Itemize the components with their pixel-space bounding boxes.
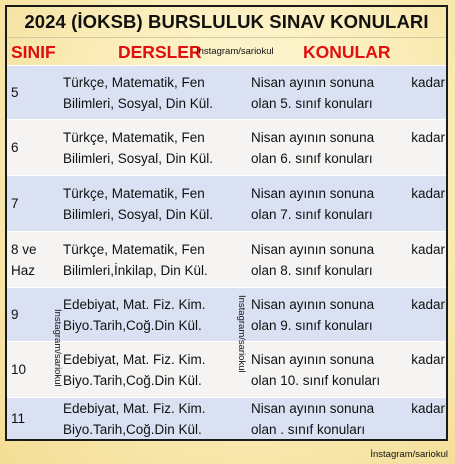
cell-sinif: 10 bbox=[11, 362, 27, 377]
header-dersler: DERSLER bbox=[118, 42, 202, 62]
cell-sinif: 8 ve Haz bbox=[11, 241, 37, 278]
cell-konular: Nisan ayının sonuna kadar olan 5. sınıf konuları bbox=[251, 74, 445, 111]
cell-dersler: Türkçe, Matematik, Fen Bilimleri, Sosyal, Din Kül. bbox=[63, 185, 214, 222]
table-row bbox=[7, 397, 446, 439]
cell-sinif: 11 bbox=[11, 411, 26, 426]
instagram-watermark-vertical-left: Instagram/sariokul bbox=[52, 309, 63, 387]
header-konular: KONULAR bbox=[303, 42, 391, 62]
cell-konular: Nisan ayının sonuna kadar olan 9. sınıf konuları bbox=[251, 296, 445, 333]
cell-dersler: Edebiyat, Mat. Fiz. Kim. Biyo.Tarih,Coğ.Din Kül. bbox=[63, 400, 206, 437]
table-row bbox=[7, 287, 446, 341]
cell-dersler: Türkçe, Matematik, Fen Bilimleri, Sosyal, Din Kül. bbox=[63, 129, 214, 166]
cell-dersler: Edebiyat, Mat. Fiz. Kim. Biyo.Tarih,Coğ.Din Kül. bbox=[63, 296, 206, 333]
instagram-watermark-bottom: İnstagram/sariokul bbox=[370, 449, 448, 460]
instagram-watermark-vertical-middle: Instagram/sariokul bbox=[236, 295, 247, 373]
syllabus-table bbox=[5, 5, 448, 441]
cell-dersler: Edebiyat, Mat. Fiz. Kim. Biyo.Tarih,Coğ.Din Kül. bbox=[63, 351, 206, 388]
table-row bbox=[7, 231, 446, 287]
cell-konular: Nisan ayının sonuna kadar olan . sınıf konuları bbox=[251, 400, 445, 437]
cell-konular: Nisan ayının sonuna kadar olan 6. sınıf konuları bbox=[251, 129, 445, 166]
cell-sinif: 5 bbox=[11, 85, 19, 100]
cell-sinif: 7 bbox=[11, 196, 19, 211]
cell-sinif: 9 bbox=[11, 307, 19, 322]
page-title: 2024 (İOKSB) BURSLULUK SINAV KONULARI bbox=[24, 11, 429, 32]
cell-dersler: Türkçe, Matematik, Fen Bilimleri,İnkilap, Din Kül. bbox=[63, 241, 208, 278]
cell-sinif: 6 bbox=[11, 140, 19, 155]
header-sinif: SINIF bbox=[11, 42, 56, 62]
table-row bbox=[7, 341, 446, 397]
table-row bbox=[7, 65, 446, 119]
cell-konular: Nisan ayının sonuna kadar olan 7. sınıf konuları bbox=[251, 185, 445, 222]
cell-konular: Nisan ayının sonuna kadar olan 8. sınıf konuları bbox=[251, 241, 445, 278]
cell-konular: Nisan ayının sonuna kadar olan 10. sınıf konuları bbox=[251, 351, 445, 388]
table-row bbox=[7, 175, 446, 231]
header-instagram-watermark: Instagram/sariokul bbox=[196, 46, 274, 57]
cell-dersler: Türkçe, Matematik, Fen Bilimleri, Sosyal, Din Kül. bbox=[63, 74, 214, 111]
table-header bbox=[7, 37, 446, 66]
table-row bbox=[7, 119, 446, 175]
